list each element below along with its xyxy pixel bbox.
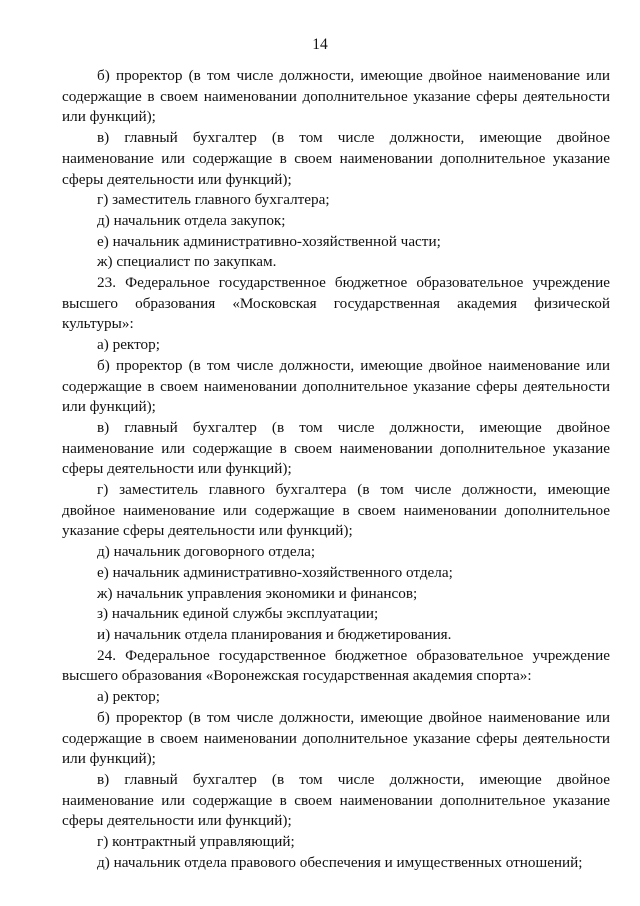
paragraph: д) начальник договорного отдела; — [97, 543, 316, 561]
paragraph: ж) специалист по закупкам. — [97, 253, 277, 271]
paragraph: б) проректор (в том числе должности, имеющие двойное наименование или содержащие в своем наименовании дополнительное указание сферы деятельности или функций); — [62, 708, 610, 768]
paragraph: б) проректор (в том числе должности, имеющие двойное наименование или содержащие в своем наименовании дополнительное указание сферы деятельности или функций); — [62, 356, 610, 416]
paragraph: з) начальник единой службы эксплуатации; — [97, 605, 379, 623]
paragraph: г) контрактный управляющий; — [97, 833, 295, 851]
paragraph: в) главный бухгалтер (в том числе должности, имеющие двойное наименование или содержащие в своем наименовании дополнительное указание сферы деятельности или функций); — [62, 129, 610, 188]
paragraph: а) ректор; — [97, 336, 160, 354]
document-body — [62, 66, 610, 873]
paragraph: ж) начальник управления экономики и финансов; — [97, 584, 418, 602]
paragraph: б) проректор (в том числе должности, имеющие двойное наименование или содержащие в своем наименовании дополнительное указание сферы деятельности или функций); — [62, 67, 610, 126]
page-number: 14 — [312, 36, 328, 53]
paragraph: е) начальник административно-хозяйственной части; — [97, 232, 441, 250]
section-heading: 23. Федеральное государственное бюджетное образовательное учреждение высшего образования «Московская государственная академия физической культуры»: — [62, 274, 610, 333]
paragraph: г) заместитель главного бухгалтера (в том числе должности, имеющие двойное наименование или содержащие в своем наименовании дополнительное указание сферы деятельности или функций); — [62, 481, 610, 540]
paragraph: г) заместитель главного бухгалтера; — [97, 191, 330, 209]
paragraph: е) начальник административно-хозяйственного отдела; — [97, 563, 453, 581]
paragraph: а) ректор; — [97, 688, 160, 706]
paragraph: в) главный бухгалтер (в том числе должности, имеющие двойное наименование или содержащие в своем наименовании дополнительное указание сферы деятельности или функций); — [62, 770, 610, 830]
paragraph: и) начальник отдела планирования и бюджетирования. — [97, 625, 452, 643]
paragraph: д) начальник отдела закупок; — [97, 211, 286, 229]
section-heading: 24. Федеральное государственное бюджетное образовательное учреждение высшего образования «Воронежская государственная академия спорта»: — [62, 646, 610, 685]
paragraph: в) главный бухгалтер (в том числе должности, имеющие двойное наименование или содержащие в своем наименовании дополнительное указание сферы деятельности или функций); — [62, 418, 610, 478]
paragraph: д) начальник отдела правового обеспечения и имущественных отношений; — [97, 853, 583, 871]
